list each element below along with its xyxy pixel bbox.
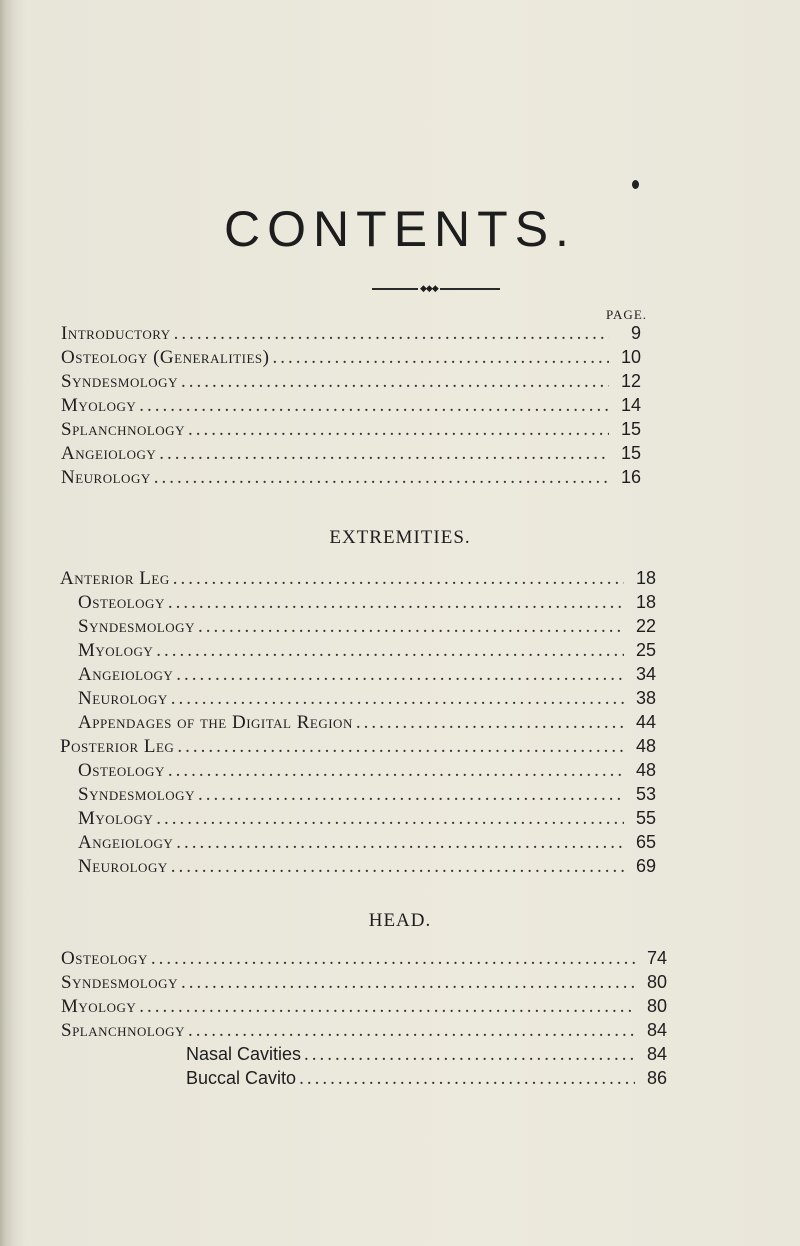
toc-entry: Myology ..... 80 [61,994,667,1019]
toc-entry: Buccal Cavito ..... 86 [186,1066,667,1091]
toc-entry: Myology ..... 25 [78,638,656,663]
toc-entry: Anterior Leg ..... 18 [60,566,656,591]
section-heading-extremities: EXTREMITIES. [329,527,471,548]
toc-entry: Myology ..... 14 [61,393,641,418]
toc-entry: Angeiology ..... 65 [78,830,656,855]
toc-entry: Myology ..... 55 [78,806,656,831]
ink-spot [632,180,639,189]
ornamental-rule [372,283,500,295]
toc-entry: Angeiology ..... 15 [61,441,641,466]
toc-entry: Introductory ..... 9 [61,321,641,346]
toc-entry: Angeiology ..... 34 [78,662,656,687]
toc-entry: Osteology ..... 74 [61,946,667,971]
toc-entry: Splanchnology ..... 15 [61,417,641,442]
toc-entry: Syndesmology ..... 22 [78,614,656,639]
toc-entry: Syndesmology ..... 80 [61,970,667,995]
toc-entry: Neurology ..... 69 [78,854,656,879]
toc-entry: Neurology ..... 16 [61,465,641,490]
toc-entry: Syndesmology ..... 53 [78,782,656,807]
section-heading-head: HEAD. [368,910,432,931]
toc-entry: Syndesmology ..... 12 [61,369,641,394]
page-title: CONTENTS. [224,201,576,257]
toc-entry: Appendages of the Digital Region ..... 44 [78,710,656,735]
toc-entry: Neurology ..... 38 [78,686,656,711]
ornament-diamond-icon: ◆◆◆ [420,284,438,294]
toc-entry: Nasal Cavities ..... 84 [186,1042,667,1067]
toc-entry: Osteology ..... 48 [78,758,656,783]
page-column-header: PAGE. [606,307,648,322]
toc-entry: Splanchnology ..... 84 [61,1018,667,1043]
toc-entry: Osteology ..... 18 [78,590,656,615]
toc-entry: Osteology (Generalities) ..... 10 [61,345,641,370]
toc-entry: Posterior Leg ..... 48 [60,734,656,759]
